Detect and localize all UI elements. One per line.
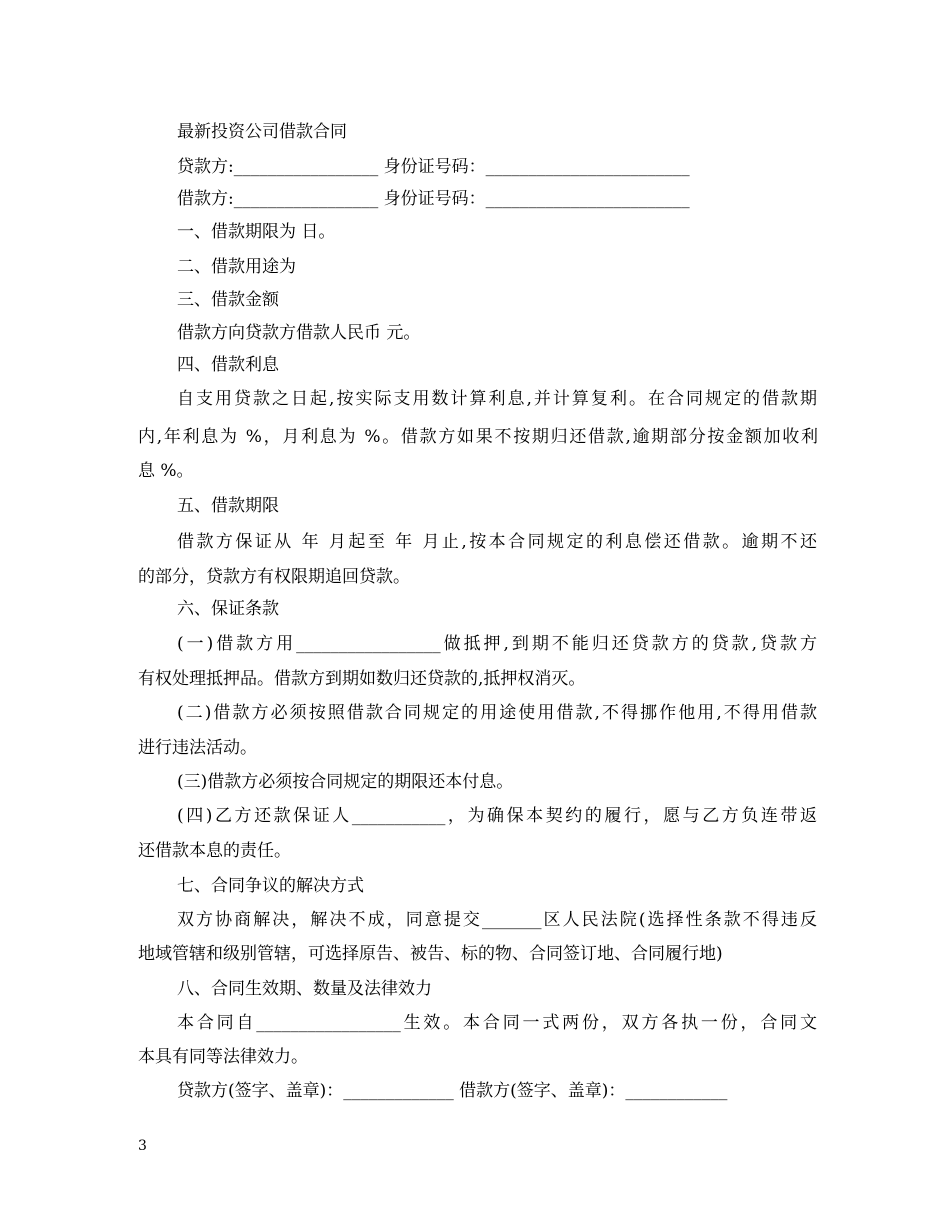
interest-paragraph-line-3: 息 %。: [138, 461, 194, 481]
guarantee-3-line: (三)借款方必须按合同规定的期限还本付息。: [177, 772, 514, 792]
guarantee-2-line-1: (二)借款方必须按照借款合同规定的用途使用借款,不得挪作他用,不得用借款: [177, 703, 817, 723]
dispute-paragraph-line-2: 地域管辖和级别管辖，可选择原告、被告、标的物、合同签订地、合同履行地): [138, 944, 723, 964]
section-6-heading: 六、保证条款: [177, 599, 279, 619]
guarantee-4-line-1: (四)乙方还款保证人___________，为确保本契约的履行，愿与乙方负连带返: [177, 806, 817, 826]
section-3-heading: 三、借款金额: [177, 290, 279, 310]
repayment-paragraph-line-1: 借款方保证从 年 月起至 年 月止,按本合同规定的利息偿还借款。逾期不还: [177, 532, 817, 552]
guarantee-1-line-1: (一)借款方用_________________做抵押,到期不能归还贷款方的贷款,贷款方: [177, 634, 817, 654]
repayment-paragraph-line-2: 的部分，贷款方有权限期追回贷款。: [138, 567, 410, 587]
section-8-heading: 八、合同生效期、数量及法律效力: [177, 979, 432, 999]
dispute-paragraph-line-1: 双方协商解决，解决不成，同意提交_______区人民法院(选择性条款不得违反: [177, 910, 817, 930]
page-number: 3: [138, 1138, 147, 1154]
guarantee-2-line-2: 进行违法活动。: [138, 738, 257, 758]
guarantee-4-line-2: 还借款本息的责任。: [138, 841, 291, 861]
lender-line: 贷款方:_________________ 身份证号码：________________________: [177, 157, 690, 177]
signature-line: 贷款方(签字、盖章)：_____________ 借款方(签字、盖章)：____________: [177, 1081, 728, 1101]
guarantee-1-line-2: 有权处理抵押品。借款方到期如数归还贷款的,抵押权消灭。: [138, 669, 586, 689]
section-2-heading: 二、借款用途为: [177, 257, 296, 277]
interest-paragraph-line-2: 内,年利息为 %，月利息为 %。借款方如果不按期归还借款,逾期部分按金额加收利: [138, 427, 818, 447]
effective-paragraph-line-1: 本合同自_________________生效。本合同一式两份，双方各执一份，合同文: [177, 1013, 817, 1033]
section-7-heading: 七、合同争议的解决方式: [177, 876, 364, 896]
section-1-heading: 一、借款期限为 日。: [177, 222, 336, 242]
loan-amount-text: 借款方向贷款方借款人民币 元。: [177, 323, 421, 343]
borrower-line: 借款方:_________________ 身份证号码：________________________: [177, 189, 690, 209]
interest-paragraph-line-1: 自支用贷款之日起,按实际支用数计算利息,并计算复利。在合同规定的借款期: [177, 389, 817, 409]
document-title: 最新投资公司借款合同: [177, 122, 347, 142]
section-4-heading: 四、借款利息: [177, 355, 279, 375]
section-5-heading: 五、借款期限: [177, 496, 279, 516]
effective-paragraph-line-2: 本具有同等法律效力。: [138, 1047, 308, 1067]
